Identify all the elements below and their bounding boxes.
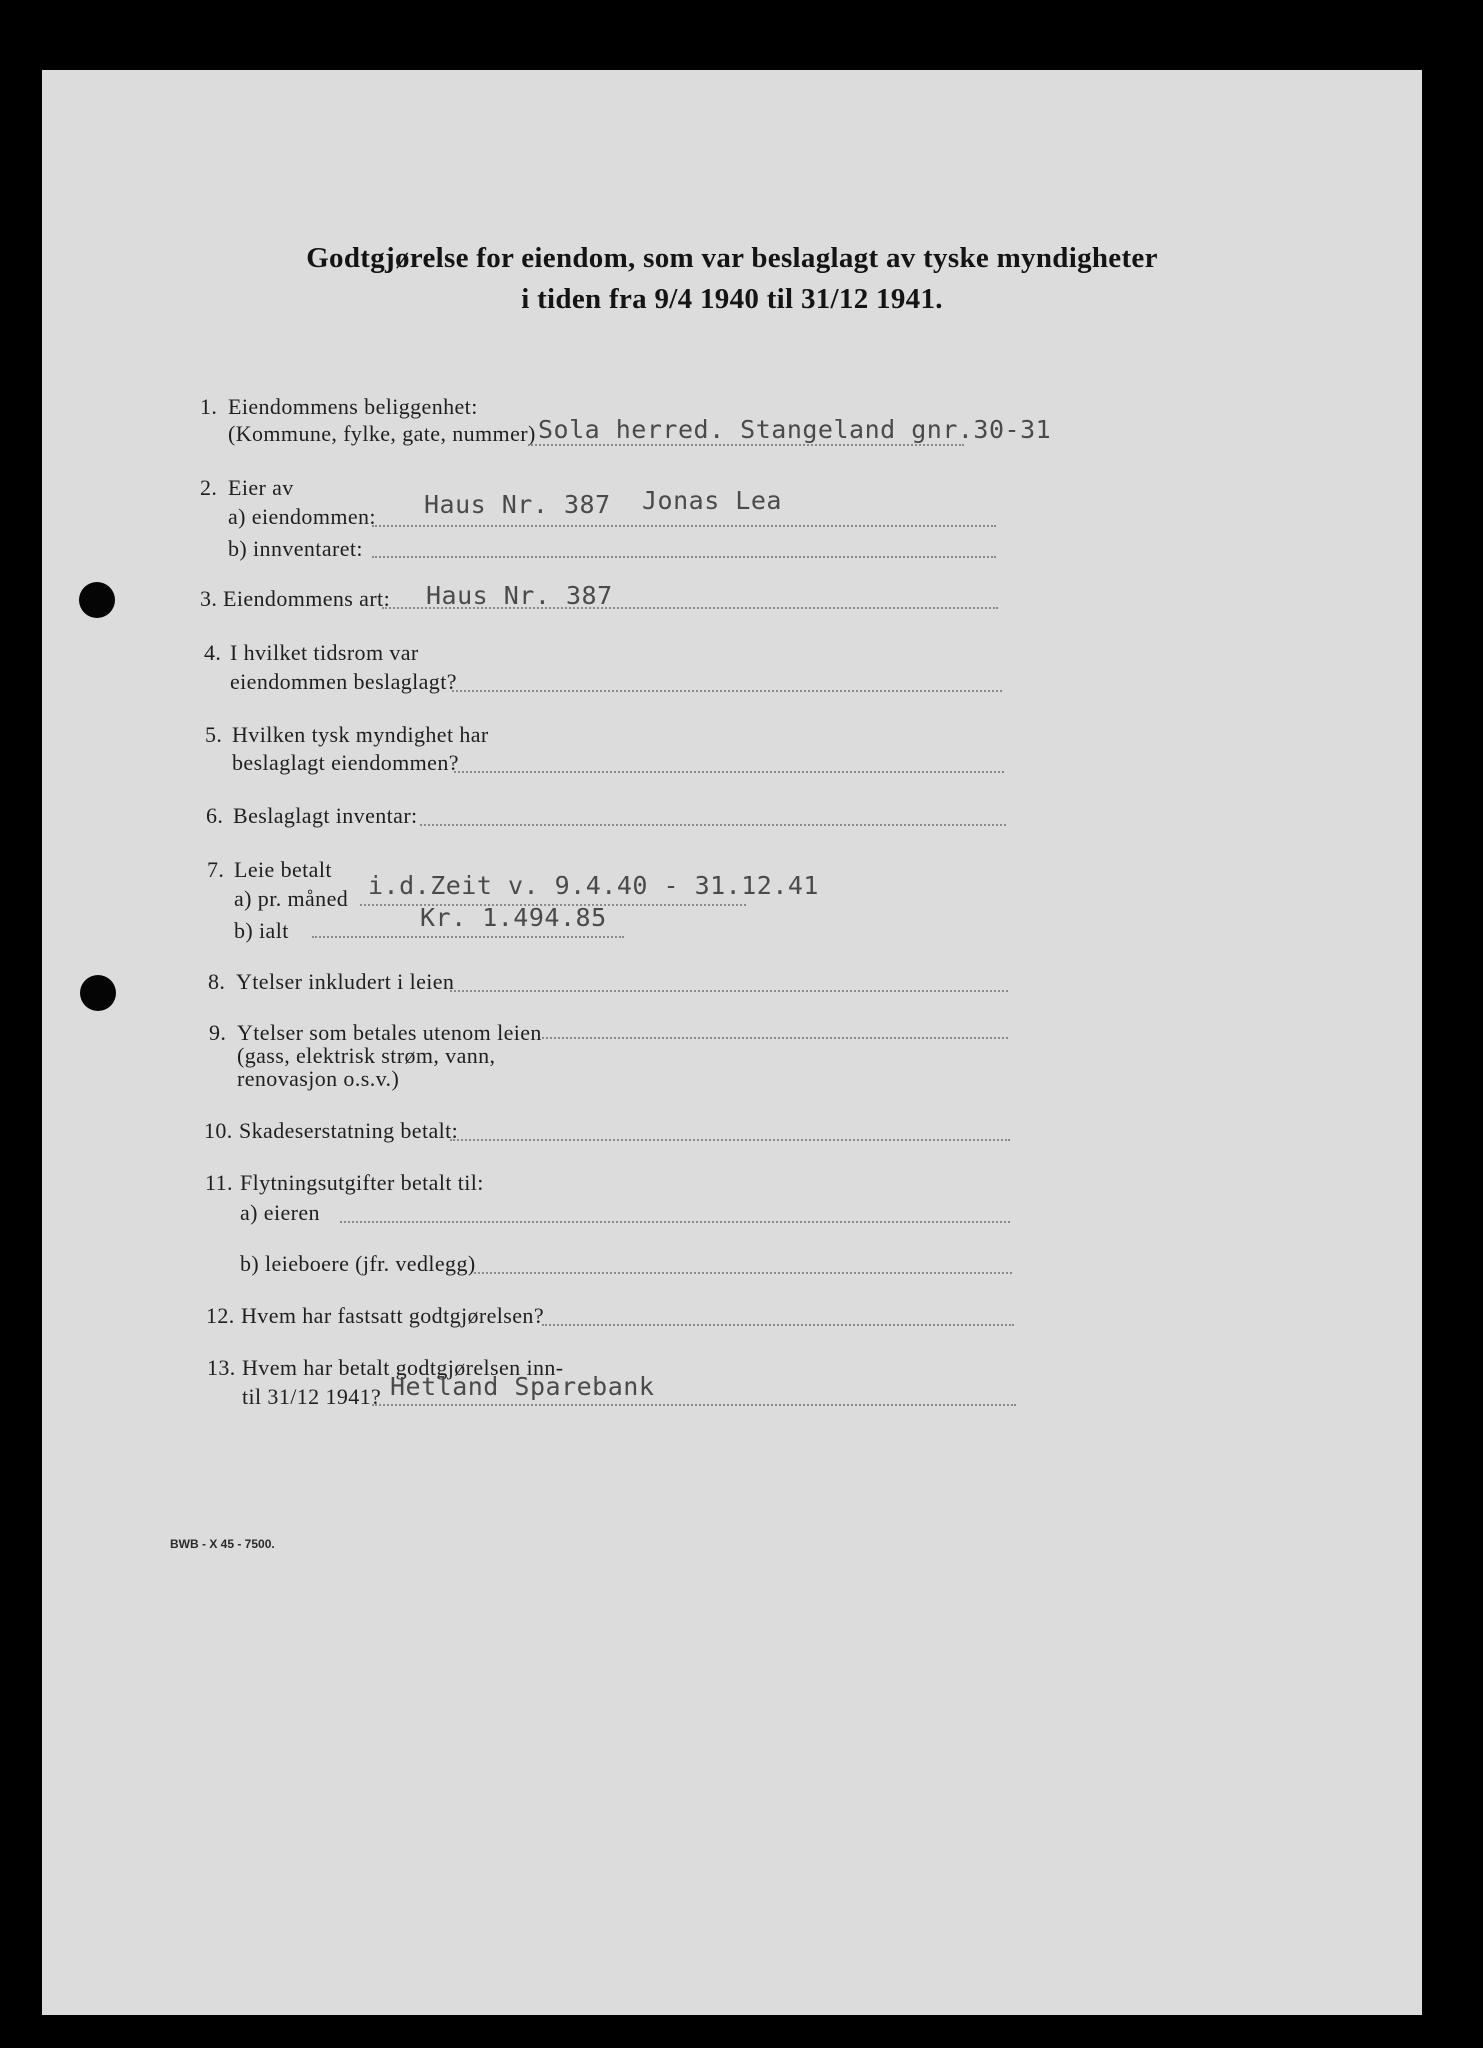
q9-number: 9. bbox=[209, 1020, 227, 1045]
q13-sublabel: til 31/12 1941? bbox=[242, 1384, 382, 1409]
q7b-label: b) ialt bbox=[234, 918, 289, 943]
q11a-label: a) eieren bbox=[240, 1200, 320, 1225]
q9-answer-line bbox=[542, 1037, 1008, 1039]
q4-number: 4. bbox=[204, 640, 222, 665]
q3-answer-line bbox=[382, 607, 998, 609]
q1-answer: Sola herred. Stangeland gnr.30-31 bbox=[538, 415, 1052, 444]
q13-answer-line bbox=[372, 1404, 1016, 1406]
q5-number: 5. bbox=[205, 722, 223, 747]
q3-answer: Haus Nr. 387 bbox=[426, 581, 613, 610]
q12-label: Hvem har fastsatt godtgjørelsen? bbox=[241, 1303, 544, 1328]
q5-answer-line bbox=[454, 771, 1004, 773]
q2a-answer-line bbox=[372, 525, 996, 527]
q2a-label: a) eiendommen: bbox=[228, 504, 376, 529]
q9-sublabel-1: (gass, elektrisk strøm, vann, bbox=[237, 1043, 496, 1068]
q11-label: Flytningsutgifter betalt til: bbox=[240, 1170, 484, 1195]
q4-sublabel: eiendommen beslaglagt? bbox=[230, 669, 457, 694]
q11b-answer-line bbox=[474, 1272, 1012, 1274]
q1-answer-line bbox=[528, 444, 964, 446]
q1-number: 1. bbox=[200, 394, 218, 419]
q10-label: Skadeserstatning betalt: bbox=[239, 1118, 459, 1143]
q4-label: I hvilket tidsrom var bbox=[230, 640, 419, 665]
q1-sublabel: (Kommune, fylke, gate, nummer) bbox=[228, 421, 536, 446]
q5-sublabel: beslaglagt eiendommen? bbox=[232, 750, 459, 775]
q3-number: 3. bbox=[200, 586, 218, 611]
q7b-answer-line bbox=[312, 936, 624, 938]
q13-label: Hvem har betalt godtgjørelsen inn- bbox=[242, 1355, 564, 1380]
q7-label: Leie betalt bbox=[234, 857, 332, 882]
q4-answer-line bbox=[452, 690, 1002, 692]
punch-hole-lower bbox=[80, 975, 116, 1011]
q8-label: Ytelser inkludert i leien bbox=[236, 969, 455, 994]
q2b-label: b) innventaret: bbox=[228, 536, 363, 561]
q2b-answer-line bbox=[372, 556, 996, 558]
q2a-answer-house: Haus Nr. 387 bbox=[424, 490, 611, 519]
print-code: BWB - X 45 - 7500. bbox=[170, 1537, 275, 1551]
q9-label: Ytelser som betales utenom leien bbox=[237, 1020, 542, 1045]
q7-number: 7. bbox=[207, 857, 225, 882]
q7a-label: a) pr. måned bbox=[234, 886, 349, 911]
form-sheet bbox=[42, 70, 1422, 2015]
q5-label: Hvilken tysk myndighet har bbox=[232, 722, 489, 747]
form-title-line-1: Godtgjørelse for eiendom, som var beslaglagt av tyske myndigheter bbox=[306, 242, 1158, 274]
q10-answer-line bbox=[450, 1139, 1010, 1141]
q10-number: 10. bbox=[204, 1118, 233, 1143]
q2-label: Eier av bbox=[228, 475, 294, 500]
q12-answer-line bbox=[542, 1324, 1014, 1326]
q6-answer-line bbox=[420, 824, 1006, 826]
q7b-answer: Kr. 1.494.85 bbox=[420, 903, 607, 932]
q2a-answer-owner: Jonas Lea bbox=[642, 486, 782, 515]
punch-hole-upper bbox=[79, 582, 115, 618]
q12-number: 12. bbox=[206, 1303, 235, 1328]
q11b-label: b) leieboere (jfr. vedlegg) bbox=[240, 1251, 476, 1276]
q11-number: 11. bbox=[205, 1170, 233, 1195]
q8-answer-line bbox=[450, 990, 1008, 992]
q1-label: Eiendommens beliggenhet: bbox=[228, 394, 478, 419]
q2-number: 2. bbox=[200, 475, 218, 500]
q9-sublabel-2: renovasjon o.s.v.) bbox=[237, 1066, 400, 1091]
q3-label: Eiendommens art: bbox=[223, 586, 391, 611]
q13-answer: Hetland Sparebank bbox=[390, 1372, 655, 1401]
q7a-answer: i.d.Zeit v. 9.4.40 - 31.12.41 bbox=[368, 871, 819, 900]
q13-number: 13. bbox=[207, 1355, 236, 1380]
q6-label: Beslaglagt inventar: bbox=[233, 803, 418, 828]
q11a-answer-line bbox=[340, 1221, 1010, 1223]
q8-number: 8. bbox=[208, 969, 226, 994]
q6-number: 6. bbox=[206, 803, 224, 828]
form-title-line-2: i tiden fra 9/4 1940 til 31/12 1941. bbox=[521, 283, 943, 315]
